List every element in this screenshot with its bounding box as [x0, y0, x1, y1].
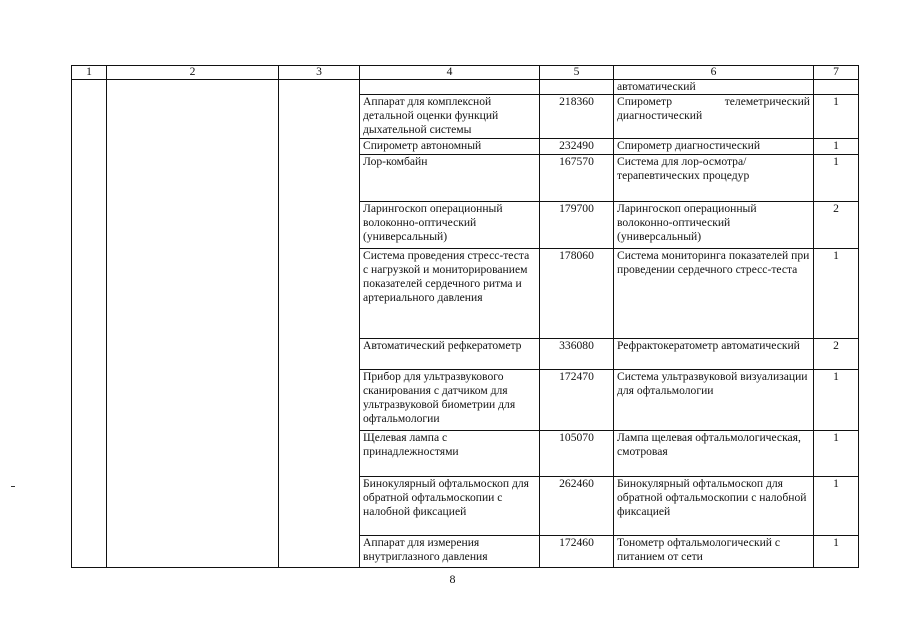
cell-description: Система ультразвуковой визуализации для офтальмологии — [614, 370, 814, 431]
header-col-2: 2 — [107, 66, 279, 80]
cell-code: 179700 — [540, 202, 614, 249]
cell-code: 105070 — [540, 431, 614, 477]
cell-col-3-blank — [279, 80, 360, 568]
cell-description: Рефрактокератометр автоматический — [614, 339, 814, 370]
cell-col-2-blank — [107, 80, 279, 568]
cell-qty: 1 — [814, 139, 859, 155]
cell-name: Бинокулярный офтальмоскоп для обратной офтальмоскопии с налобной фиксацией — [360, 477, 540, 536]
cell-name: Спирометр автономный — [360, 139, 540, 155]
cell-qty: 1 — [814, 95, 859, 139]
cell-name: Лор-комбайн — [360, 155, 540, 202]
cell-description: Система для лор-осмотра/терапевтических процедур — [614, 155, 814, 202]
cell-qty: 1 — [814, 155, 859, 202]
cell-name: Система проведения стресс-теста с нагрузкой и мониторированием показателей сердечного ритма и артериального давления — [360, 249, 540, 339]
table-row-continuation — [72, 80, 859, 95]
cell-qty: 1 — [814, 431, 859, 477]
header-col-4: 4 — [360, 66, 540, 80]
cell-qty: 2 — [814, 202, 859, 249]
cell-code: 178060 — [540, 249, 614, 339]
equipment-table — [71, 65, 859, 568]
cell-name: Аппарат для комплексной детальной оценки функций дыхательной системы — [360, 95, 540, 139]
cell-code: 232490 — [540, 139, 614, 155]
cell-name: Автоматический рефкератометр — [360, 339, 540, 370]
header-col-6: 6 — [614, 66, 814, 80]
cell-name: Щелевая лампа с принадлежностями — [360, 431, 540, 477]
header-col-1: 1 — [72, 66, 107, 80]
cell-description: Спирометр диагностический — [614, 139, 814, 155]
cell-name: Аппарат для измерения внутриглазного давления — [360, 536, 540, 568]
cell-description: Спирометр телеметрический диагностический — [614, 95, 814, 139]
header-col-5: 5 — [540, 66, 614, 80]
margin-mark — [11, 486, 15, 487]
cell-description: Система мониторинга показателей при проведении сердечного стресс-теста — [614, 249, 814, 339]
cell-description: Ларингоскоп операционный волоконно-оптический (универсальный) — [614, 202, 814, 249]
cell-code: 336080 — [540, 339, 614, 370]
cell-description: Лампа щелевая офтальмологическая, смотровая — [614, 431, 814, 477]
cell-qty: 2 — [814, 339, 859, 370]
cell-description: Тонометр офтальмологический с питанием от сети — [614, 536, 814, 568]
cell-name — [360, 80, 540, 95]
cell-name: Ларингоскоп операционный волоконно-оптический (универсальный) — [360, 202, 540, 249]
cell-description: Бинокулярный офтальмоскоп для обратной офтальмоскопии с налобной фиксацией — [614, 477, 814, 536]
cell-qty: 1 — [814, 477, 859, 536]
page-number: 8 — [449, 572, 456, 586]
cell-qty — [814, 80, 859, 95]
cell-code: 172470 — [540, 370, 614, 431]
cell-qty: 1 — [814, 249, 859, 339]
cell-description: автоматический — [614, 80, 814, 95]
header-col-7: 7 — [814, 66, 859, 80]
cell-col-1-blank — [72, 80, 107, 568]
cell-code: 218360 — [540, 95, 614, 139]
cell-name: Прибор для ультразвукового сканирования с датчиком для ультразвуковой биометрии для офтальмологии — [360, 370, 540, 431]
cell-code: 262460 — [540, 477, 614, 536]
cell-qty: 1 — [814, 370, 859, 431]
header-row — [72, 66, 859, 80]
cell-qty: 1 — [814, 536, 859, 568]
cell-code: 172460 — [540, 536, 614, 568]
header-col-3: 3 — [279, 66, 360, 80]
cell-code — [540, 80, 614, 95]
cell-code: 167570 — [540, 155, 614, 202]
